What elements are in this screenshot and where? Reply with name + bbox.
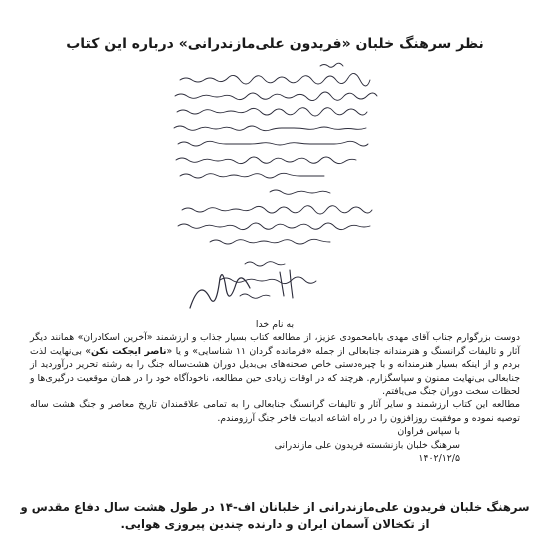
book-title-bold: ناصر ایجکت نکن — [91, 345, 167, 357]
page-title: نظر سرهنگ خلبان «فریدون علی‌مازندرانی» درباره این کتاب — [66, 36, 484, 52]
typed-letter — [30, 318, 520, 465]
letter-date: ۱۴۰۲/۱۲/۵ — [418, 453, 460, 465]
letter-paragraph-1: دوست بزرگوارم جناب آقای مهدی بابامحمودی عزیز، از مطالعه کتاب بسیار جذاب و ارزشمند «آخرین اسکادران» همانند دیگر آثار و تالیفات گرانسنگ و هنرمندانه جنابعالی از جمله «فرمانده گردان ۱۱ شناسایی» و یا «ناصر ایجکت نکن» بی‌نهایت لذت بردم و از اینکه بسیار هنرمندانه و با چیره‌دستی خاص صحنه‌های بی‌بدیل دوران هشت‌ساله جنگ را به رشته تحریر درآوردید از جنابعالی بی‌نهایت ممنون و سپاسگزارم. هرچند که در اوقات زیادی حین مطالعه، ناخودآگاه خود را در همان موقعیت درگیری‌ها و لحظات سخت دوران جنگ می‌یافتم. — [30, 332, 520, 398]
letter-paragraph-2: مطالعه این کتاب ارزشمند و سایر آثار و تالیفات گرانسنگ جنابعالی را به تمامی علاقمندان تاریخ معاصر و جنگ هشت ساله توصیه نموده و موفقیت روزافزون را در راه اشاعه ادبیات فاخر جنگ آرزومندم. — [30, 399, 520, 424]
letter-thanks: با سپاس فراوان — [397, 426, 460, 438]
photo-caption: سرهنگ خلبان فریدون علی‌مازندرانی از خلبانان اف-۱۴ در طول هشت سال دفاع مقدس و از تکخالان آسمان ایران و دارنده چندین پیروزی هوایی. — [20, 500, 530, 531]
handwritten-letter-scan — [150, 58, 400, 316]
letter-signer: سرهنگ خلبان بازنشسته فریدون علی مازندرانی — [274, 439, 460, 451]
letter-basmala: به نام خدا — [255, 319, 295, 330]
